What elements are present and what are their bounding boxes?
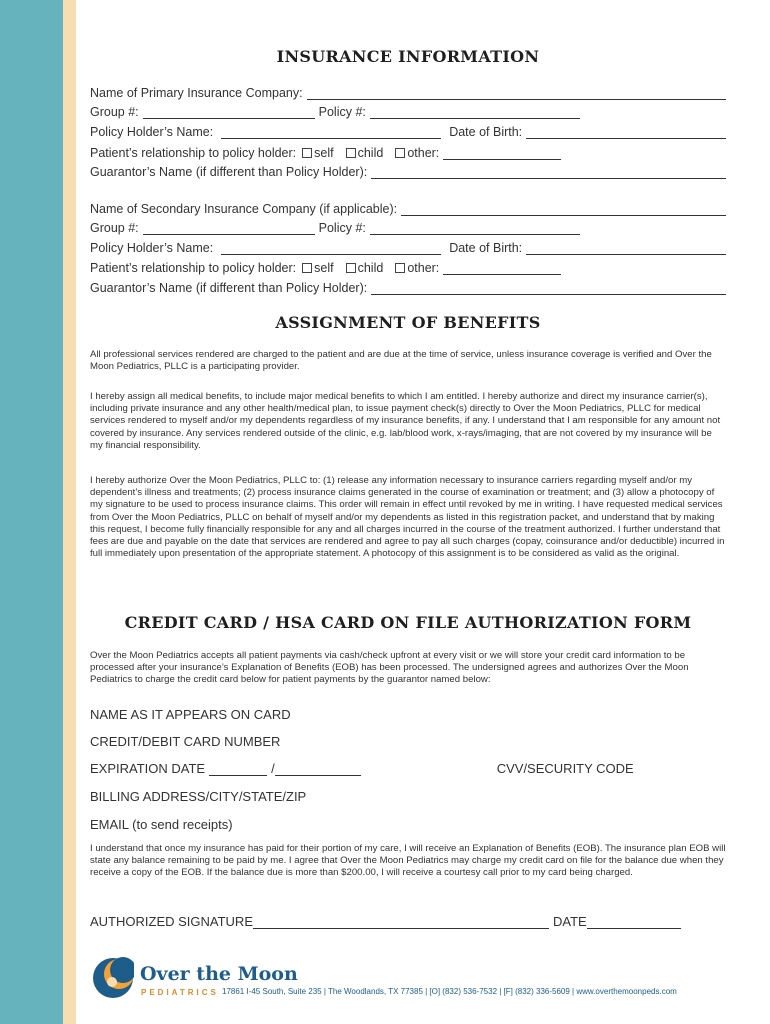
left-cream-stripe bbox=[63, 0, 76, 1024]
assignment-paragraph-2: I hereby assign all medical benefits, to include major medical benefits to which I am entitled. I hereby authorize and direct my insurance carrier(s), including private insurance and any other health/medical plan, to issue payment check(s) directly to Over the Moon Pediatrics, PLLC for medical services rendered to myself and/or my dependents regardless of my insurance benefits, if any. I understand that I am responsible for any amount not covered by insurance. Any services rendered outside of the clinic, e.g. lab/blood work, x-rays/imaging, that are not covered by my insurance will be my financial responsibility. bbox=[90, 391, 721, 451]
primary-holder-field[interactable] bbox=[221, 126, 441, 139]
secondary-other-checkbox[interactable]: other: bbox=[395, 261, 439, 275]
primary-child-checkbox[interactable]: child bbox=[346, 146, 384, 160]
secondary-guarantor-field[interactable] bbox=[371, 282, 726, 295]
secondary-group-policy-row: Group #: Policy #: bbox=[90, 217, 726, 235]
expiration-month-field[interactable] bbox=[209, 763, 267, 776]
email-row: EMAIL (to send receipts) bbox=[90, 817, 233, 832]
insurance-title: INSURANCE INFORMATION bbox=[276, 47, 540, 66]
footer bbox=[92, 955, 762, 1005]
primary-other-checkbox[interactable]: other: bbox=[395, 146, 439, 160]
name-on-card-row: NAME AS IT APPEARS ON CARD bbox=[90, 707, 291, 722]
primary-other-field[interactable] bbox=[443, 147, 561, 160]
secondary-self-checkbox[interactable]: self bbox=[302, 261, 333, 275]
secondary-holder-row: Policy Holder’s Name: Date of Birth: bbox=[90, 237, 726, 255]
secondary-company-row: Name of Secondary Insurance Company (if applicable): bbox=[90, 198, 726, 216]
card-number-row: CREDIT/DEBIT CARD NUMBER bbox=[90, 734, 281, 749]
primary-guarantor-row: Guarantor’s Name (if different than Policy Holder): bbox=[90, 161, 726, 179]
expiration-year-field[interactable] bbox=[275, 763, 361, 776]
assignment-paragraph-3: I hereby authorize Over the Moon Pediatrics, PLLC to: (1) release any information necessary to insurance carriers regarding myself and/or my dependent’s illness and treatments; (2) process insurance claims generated in the course of examination or treatment; and (3) allow a photocopy of my signature to be used to process insurance claims. This order will remain in effect until revoked by me in writing. I have requested medical services from Over the Moon Pediatrics, PLLC on behalf of myself and/or my dependents as listed in this registration packet, and understand that by making this request, I become fully financially responsible for any and all charges incurred in the course of the treatment authorized. I further understand that fees are due and payable on the date that services are rendered and agree to pay all such charges (copay, coinsurance and/or deductible) incurred in full immediately upon presentation of the appropriate statement. A photocopy of this assignment is to be considered as valid as the original. bbox=[90, 475, 725, 560]
brand-name: Over the Moon bbox=[140, 963, 298, 985]
primary-policy-field[interactable] bbox=[370, 106, 580, 119]
primary-company-row: Name of Primary Insurance Company: bbox=[90, 82, 726, 100]
assignment-title: ASSIGNMENT OF BENEFITS bbox=[275, 313, 541, 332]
secondary-holder-field[interactable] bbox=[221, 242, 441, 255]
eob-note: I understand that once my insurance has paid for their portion of my care, I will receive an Explanation of Benefits (EOB). The insurance plan EOB will state any balance remaining to be paid by me. I agree that Over the Moon Pediatrics may charge my credit card on file for the balance due when they receive a copy of the EOB. If the balance due is more than $200.00, I will receive a courtesy call prior to my card being charged. bbox=[90, 843, 726, 879]
brand-subtitle: PEDIATRICS bbox=[141, 988, 219, 997]
primary-company-field[interactable] bbox=[307, 87, 726, 100]
date-field[interactable] bbox=[587, 916, 681, 929]
secondary-dob-field[interactable] bbox=[526, 242, 726, 255]
primary-group-field[interactable] bbox=[143, 106, 315, 119]
expiration-cvv-row: EXPIRATION DATE / CVV/SECURITY CODE bbox=[90, 761, 634, 776]
primary-self-checkbox[interactable]: self bbox=[302, 146, 333, 160]
primary-dob-field[interactable] bbox=[526, 126, 726, 139]
secondary-other-field[interactable] bbox=[443, 262, 561, 275]
left-teal-stripe bbox=[0, 0, 63, 1024]
secondary-company-field[interactable] bbox=[401, 203, 726, 216]
secondary-relationship-row: Patient’s relationship to policy holder: self child other: bbox=[90, 257, 726, 275]
credit-card-intro: Over the Moon Pediatrics accepts all patient payments via cash/check upfront at every visit or we will store your credit card information to be processed after your insurance’s Explanation of Benefits (EOB) has been processed. The undersigned agrees and authorizes Over the Moon Pediatrics to charge the credit card below for patient payments by the guarantor named below: bbox=[90, 650, 689, 686]
secondary-group-field[interactable] bbox=[143, 222, 315, 235]
primary-guarantor-field[interactable] bbox=[371, 166, 726, 179]
billing-address-row: BILLING ADDRESS/CITY/STATE/ZIP bbox=[90, 789, 307, 804]
secondary-policy-field[interactable] bbox=[370, 222, 580, 235]
primary-holder-row: Policy Holder’s Name: Date of Birth: bbox=[90, 121, 726, 139]
primary-group-policy-row: Group #: Policy #: bbox=[90, 101, 726, 119]
credit-card-title: CREDIT CARD / HSA CARD ON FILE AUTHORIZATION FORM bbox=[124, 613, 692, 632]
signature-row: AUTHORIZED SIGNATURE DATE bbox=[90, 911, 726, 929]
assignment-paragraph-1: All professional services rendered are charged to the patient and are due at the time of service, unless insurance coverage is verified and Over the Moon Pediatrics, PLLC is a participating provider. bbox=[90, 349, 712, 373]
secondary-guarantor-row: Guarantor’s Name (if different than Policy Holder): bbox=[90, 277, 726, 295]
primary-relationship-row: Patient’s relationship to policy holder: self child other: bbox=[90, 142, 726, 160]
signature-field[interactable] bbox=[253, 916, 549, 929]
contact-info: 17861 I-45 South, Suite 235 | The Woodlands, TX 77385 | [O] (832) 536-7532 | [F] (832) 336-5609 | www.overthemoonpeds.com bbox=[222, 987, 677, 996]
secondary-child-checkbox[interactable]: child bbox=[346, 261, 384, 275]
moon-logo-icon bbox=[92, 957, 134, 999]
